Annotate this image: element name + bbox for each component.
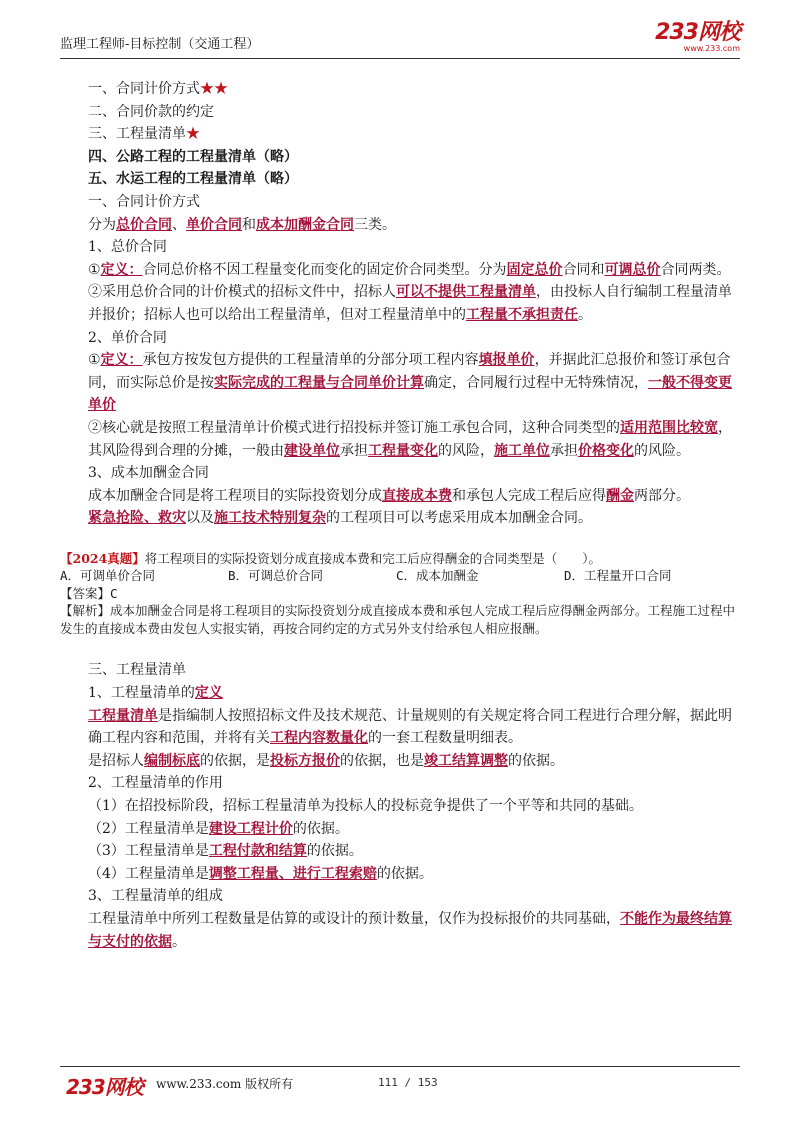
paragraph: ②采用总价合同的计价模式的招标文件中，招标人可以不提供工程量清单，由投标人自行编制工程量清单并报价；招标人也可以给出工程量清单，但对工程量清单中的工程量不承担责任。 (88, 284, 732, 323)
outline-item: 三、工程量清单★ (88, 126, 200, 143)
outline-item: 一、合同计价方式★★ (88, 81, 228, 97)
document-body (60, 78, 738, 953)
paragraph: ①定义：合同总价格不因工程量变化而变化的固定价合同类型。分为固定总价合同和可调总价合同两类。 (88, 261, 731, 278)
header-title: 监理工程师-目标控制（交通工程） (60, 37, 260, 52)
answer: 【答案】C (60, 585, 118, 601)
outline-item: 五、水运工程的工程量清单（略） (88, 171, 298, 188)
question-tag: 【2024真题】 (60, 550, 145, 566)
star-icon: ★★ (200, 81, 228, 97)
paragraph: 成本加酬金合同是将工程项目的实际投资划分成直接成本费和承包人完成工程后应得酬金两部分。 (88, 487, 690, 504)
subheading: 2、单价合同 (88, 329, 167, 346)
list-item: （4）工程量清单是调整工程量、进行工程索赔的依据。 (88, 865, 433, 882)
logo-url: www.233.com (683, 44, 740, 53)
list-item: （1）在招投标阶段，招标工程量清单为投标人的投标竞争提供了一个平等和共同的基础。 (88, 797, 643, 814)
page-header (60, 22, 740, 59)
footer-site: www.233.com 版权所有 (156, 1077, 294, 1091)
page-number: 111 / 153 (378, 1076, 438, 1089)
logo-text: 233网校 (655, 20, 740, 45)
analysis: 【解析】成本加酬金合同是将工程项目的实际投资划分成直接成本费和承包人完成工程后应得酬金两部分。工程施工过程中发生的直接成本费由发包人实报实销，再按合同约定的方式另外支付给承包人相应报酬。 (60, 603, 736, 636)
footer-logo: 233网校 (66, 1075, 143, 1099)
subheading: 1、总价合同 (88, 239, 167, 256)
list-item: （2）工程量清单是建设工程计价的依据。 (88, 820, 349, 837)
paragraph: 是招标人编制标底的依据，是投标方报价的依据，也是竣工结算调整的依据。 (88, 752, 564, 769)
subheading: 3、成本加酬金合同 (88, 465, 209, 482)
paragraph: 工程量清单中所列工程数量是估算的或设计的预计数量，仅作为投标报价的共同基础，不能作为最终结算与支付的依据。 (88, 910, 732, 950)
option-b: B．可调总价合同 (228, 568, 324, 584)
exam-question (60, 550, 738, 638)
paragraph: ①定义：承包方按发包方提供的工程量清单的分部分项工程内容填报单价，并据此汇总报价和签订承包合同，而实际总价是按实际完成的工程量与合同单价计算确定，合同履行过程中无特殊情况，一般不得变更单价 (88, 352, 732, 414)
outline-item: 二、合同价款的约定 (88, 103, 214, 120)
star-icon: ★ (186, 126, 200, 143)
outline (88, 78, 738, 191)
paragraph: ②核心就是按照工程量清单计价模式进行招投标并签订施工承包合同，这种合同类型的适用范围比较宽，其风险得到合理的分摊，一般由建设单位承担工程量变化的风险，施工单位承担价格变化的风险。 (88, 419, 732, 459)
option-a: A．可调单价合同 (60, 568, 156, 584)
paragraph: 工程量清单是指编制人按照招标文件及技术规范、计量规则的有关规定将合同工程进行合理分解，据此明确工程内容和范围，并将有关工程内容数量化的一套工程数量明细表。 (88, 707, 732, 747)
subheading: 3、工程量清单的组成 (88, 888, 223, 905)
brand-logo (655, 22, 740, 53)
options-list (60, 567, 738, 585)
paragraph: 紧急抢险、救灾以及施工技术特别复杂的工程项目可以考虑采用成本加酬金合同。 (88, 510, 592, 527)
option-d: D．工程量开口合同 (564, 568, 672, 584)
section-title: 一、合同计价方式 (88, 193, 200, 210)
subheading: 2、工程量清单的作用 (88, 775, 223, 792)
outline-item: 四、公路工程的工程量清单（略） (88, 148, 298, 165)
option-c: C．成本加酬金 (396, 568, 479, 584)
list-item: （3）工程量清单是工程付款和结算的依据。 (88, 843, 363, 860)
question-text: 【2024真题】将工程项目的实际投资划分成直接成本费和完工后应得酬金的合同类型是（ ）。 (60, 550, 602, 566)
subheading: 1、工程量清单的定义 (88, 684, 223, 701)
paragraph: 分为总价合同、单价合同和成本加酬金合同三类。 (88, 216, 396, 233)
page-footer (60, 1066, 740, 1099)
section-title: 三、工程量清单 (88, 662, 186, 679)
